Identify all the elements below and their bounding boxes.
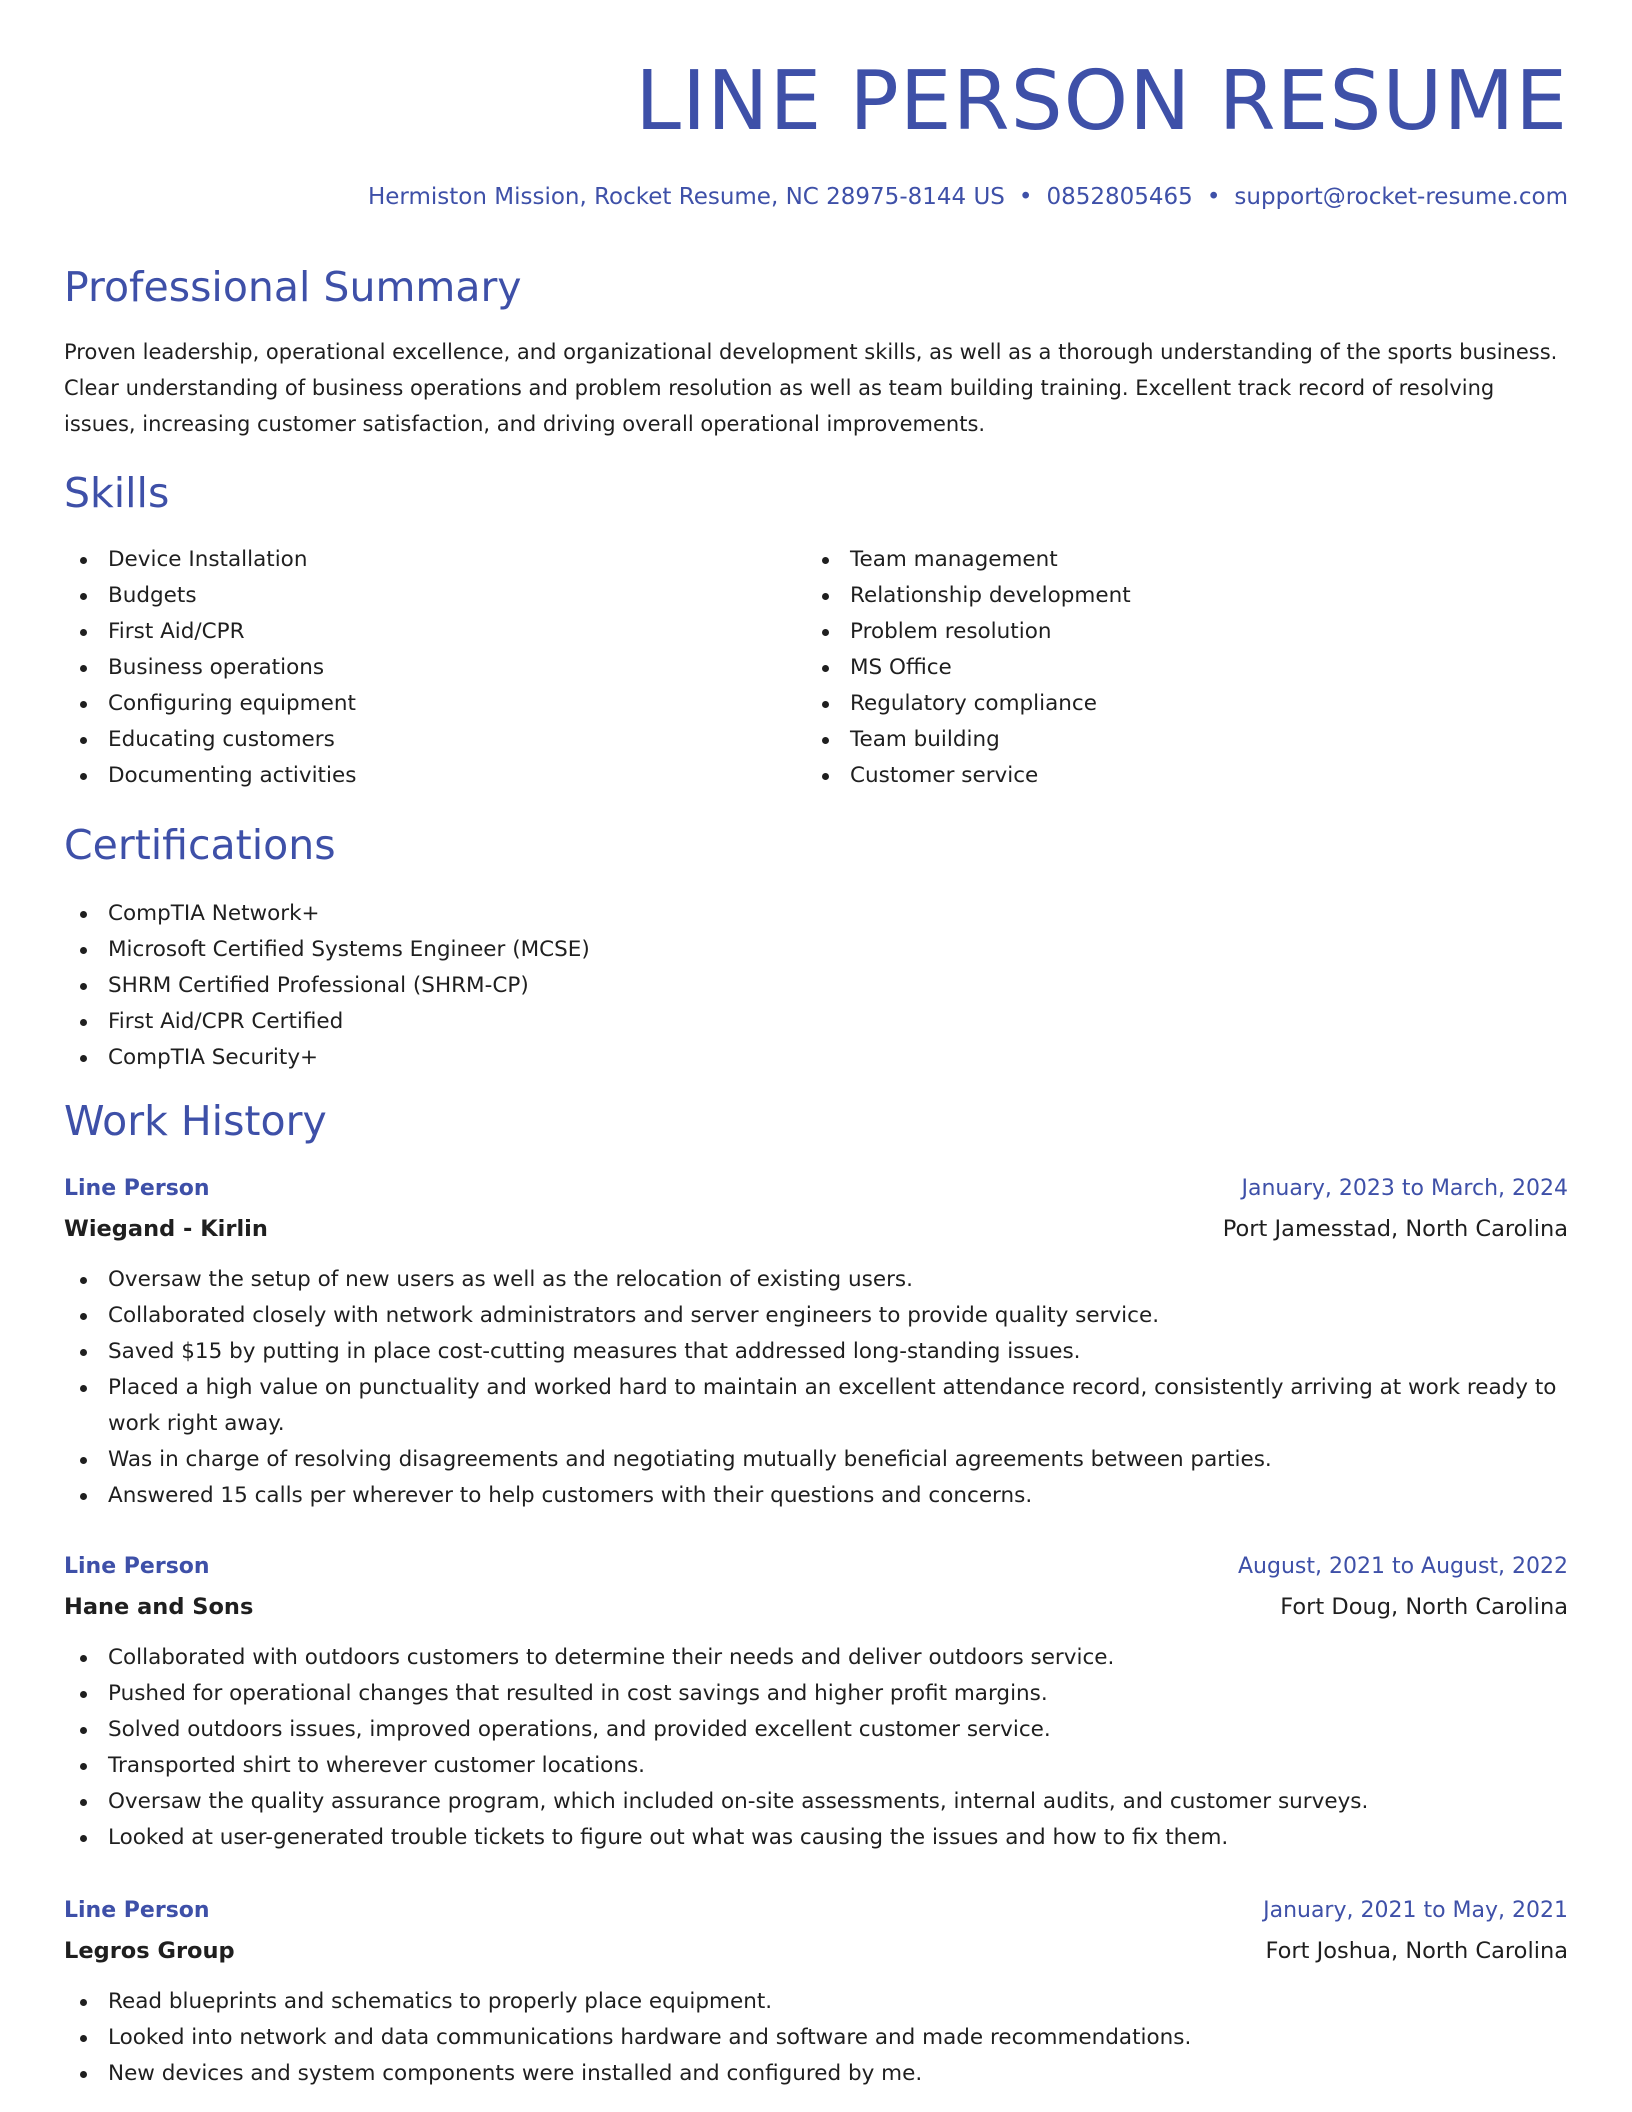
work-history-heading: Work History (64, 1097, 327, 1145)
bullet-dot-icon (80, 1349, 87, 1356)
list-item (806, 578, 1506, 614)
bullet-dot-icon (80, 737, 87, 744)
list-item-text: Oversaw the setup of new users as well as the relocation of existing users. (108, 1267, 913, 1292)
job-bullet-list (64, 1262, 1568, 1514)
bullet-dot-icon (80, 1835, 87, 1842)
job-entry (64, 1170, 1568, 1514)
bullet-dot-icon (822, 629, 829, 636)
list-item (64, 1334, 1568, 1370)
job-entry (64, 1892, 1568, 2092)
list-item (64, 932, 1568, 968)
list-item-text: Collaborated closely with network administrators and server engineers to provide quality service. (108, 1303, 1160, 1328)
bullet-dot-icon (80, 701, 87, 708)
bullet-dot-icon (80, 1763, 87, 1770)
job-title: Line Person (64, 1554, 210, 1579)
list-item-text: Was in charge of resolving disagreements and negotiating mutually beneficial agreements between parties. (108, 1447, 1272, 1472)
bullet-dot-icon (80, 1313, 87, 1320)
list-item (64, 542, 764, 578)
contact-separator: • (1206, 184, 1221, 210)
bullet-dot-icon (80, 1727, 87, 1734)
job-bullet-list (64, 1984, 1568, 2092)
list-item-text: Business operations (108, 655, 325, 680)
bullet-dot-icon (80, 2035, 87, 2042)
job-location: Port Jamesstad, North Carolina (1222, 1216, 1568, 1242)
list-item-text: CompTIA Network+ (108, 901, 320, 926)
list-item (64, 2020, 1568, 2056)
contact-separator: • (1018, 184, 1033, 210)
list-item-text: Transported shirt to wherever customer locations. (108, 1753, 645, 1778)
list-item-text: SHRM Certified Professional (SHRM-CP) (108, 973, 529, 998)
list-item-text: Documenting activities (108, 763, 357, 788)
bullet-dot-icon (80, 1055, 87, 1062)
list-item (806, 758, 1506, 794)
list-item-text: MS Office (850, 655, 952, 680)
list-item (64, 1262, 1568, 1298)
list-item (64, 1984, 1568, 2020)
job-header-row (64, 1548, 1568, 1588)
bullet-dot-icon (822, 773, 829, 780)
summary-text: Proven leadership, operational excellence, and organizational development skills, as well as a thorough understanding of the sports business. Clear understanding of business operations and problem resolution as well as team building training. Excellent track record of resolving issues, increasing customer satisfaction, and driving overall operational improvements. (64, 340, 1558, 436)
contact-email[interactable]: support@rocket-resume.com (1234, 184, 1568, 210)
list-item (806, 722, 1506, 758)
list-item-text: Relationship development (850, 583, 1131, 608)
contact-phone: 0852805465 (1046, 184, 1193, 210)
certifications-block (64, 896, 1568, 1076)
job-header-row (64, 1170, 1568, 1210)
bullet-dot-icon (822, 593, 829, 600)
job-company-row (64, 1932, 1568, 1972)
bullet-dot-icon (80, 557, 87, 564)
bullet-dot-icon (80, 1655, 87, 1662)
bullet-dot-icon (80, 593, 87, 600)
list-item-text: Solved outdoors issues, improved operations, and provided excellent customer service. (108, 1717, 1051, 1742)
bullet-dot-icon (80, 773, 87, 780)
job-dates: January, 2023 to March, 2024 (1241, 1176, 1568, 1201)
skills-list-right (806, 542, 1506, 794)
skills-list-left (64, 542, 764, 794)
bullet-dot-icon (822, 737, 829, 744)
list-item-text: Device Installation (108, 547, 308, 572)
list-item-text: Educating customers (108, 727, 335, 752)
list-item-text: Looked at user-generated trouble tickets to figure out what was causing the issues and how to fix them. (108, 1825, 1229, 1850)
list-item-text: CompTIA Security+ (108, 1045, 319, 1070)
contact-line (368, 180, 1568, 214)
bullet-dot-icon (80, 1019, 87, 1026)
bullet-dot-icon (80, 1999, 87, 2006)
list-item-text: Customer service (850, 763, 1039, 788)
list-item-text: Saved $15 by putting in place cost-cutting measures that addressed long-standing issues. (108, 1339, 1081, 1364)
job-title: Line Person (64, 1176, 210, 1201)
list-item (64, 686, 764, 722)
list-item (64, 1676, 1568, 1712)
list-item-text: Oversaw the quality assurance program, which included on-site assessments, internal audits, and customer surveys. (108, 1789, 1369, 1814)
list-item (64, 1748, 1568, 1784)
job-location: Fort Doug, North Carolina (1280, 1594, 1568, 1620)
skills-heading: Skills (64, 469, 170, 517)
bullet-dot-icon (80, 983, 87, 990)
bullet-dot-icon (80, 665, 87, 672)
list-item (64, 650, 764, 686)
list-item (806, 614, 1506, 650)
list-item (64, 1040, 1568, 1076)
summary-heading: Professional Summary (64, 263, 522, 311)
list-item (64, 1478, 1568, 1514)
contact-address: Hermiston Mission, Rocket Resume, NC 28975-8144 US (367, 184, 1005, 210)
list-item-text: Budgets (108, 583, 197, 608)
list-item-text: Team building (850, 727, 1000, 752)
job-dates: January, 2021 to May, 2021 (1263, 1898, 1568, 1923)
job-company-row (64, 1210, 1568, 1250)
list-item-text: Answered 15 calls per wherever to help customers with their questions and concerns. (108, 1483, 1033, 1508)
list-item (64, 758, 764, 794)
list-item-text: New devices and system components were installed and configured by me. (108, 2061, 923, 2086)
bullet-dot-icon (80, 911, 87, 918)
job-company: Wiegand - Kirlin (64, 1216, 268, 1242)
bullet-dot-icon (80, 2071, 87, 2078)
list-item-text: Team management (850, 547, 1058, 572)
list-item-text: Pushed for operational changes that resulted in cost savings and higher profit margins. (108, 1681, 1048, 1706)
bullet-dot-icon (80, 1457, 87, 1464)
list-item (64, 1784, 1568, 1820)
list-item (64, 968, 1568, 1004)
skills-column-right (806, 542, 1506, 794)
list-item (806, 686, 1506, 722)
list-item (806, 542, 1506, 578)
job-company-row (64, 1588, 1568, 1628)
list-item (64, 1298, 1568, 1334)
bullet-dot-icon (80, 629, 87, 636)
bullet-dot-icon (822, 557, 829, 564)
job-location: Fort Joshua, North Carolina (1265, 1938, 1568, 1964)
job-company: Hane and Sons (64, 1594, 254, 1620)
list-item-text: Regulatory compliance (850, 691, 1097, 716)
list-item (64, 722, 764, 758)
bullet-dot-icon (80, 1385, 87, 1392)
list-item-text: Collaborated with outdoors customers to determine their needs and deliver outdoors service. (108, 1645, 1115, 1670)
job-entry (64, 1548, 1568, 1856)
list-item-text: First Aid/CPR Certified (108, 1009, 344, 1034)
list-item (64, 1442, 1568, 1478)
certifications-heading: Certifications (64, 821, 336, 869)
list-item (64, 1004, 1568, 1040)
list-item (64, 2056, 1568, 2092)
bullet-dot-icon (80, 947, 87, 954)
certifications-list (64, 896, 1568, 1076)
list-item (64, 578, 764, 614)
job-title: Line Person (64, 1898, 210, 1923)
list-item (806, 650, 1506, 686)
job-dates: August, 2021 to August, 2022 (1238, 1554, 1568, 1579)
bullet-dot-icon (80, 1277, 87, 1284)
list-item (64, 1370, 1568, 1442)
skills-column-left (64, 542, 764, 794)
list-item-text: Problem resolution (850, 619, 1052, 644)
resume-title: LINE PERSON RESUME (635, 54, 1568, 149)
list-item (64, 1820, 1568, 1856)
list-item (64, 896, 1568, 932)
bullet-dot-icon (80, 1691, 87, 1698)
list-item (64, 1640, 1568, 1676)
list-item-text: Looked into network and data communications hardware and software and made recommendations. (108, 2025, 1192, 2050)
list-item (64, 1712, 1568, 1748)
list-item-text: Read blueprints and schematics to properly place equipment. (108, 1989, 773, 2014)
job-header-row (64, 1892, 1568, 1932)
job-bullet-list (64, 1640, 1568, 1856)
list-item-text: First Aid/CPR (108, 619, 245, 644)
bullet-dot-icon (822, 701, 829, 708)
list-item (64, 614, 764, 650)
bullet-dot-icon (80, 1493, 87, 1500)
bullet-dot-icon (822, 665, 829, 672)
list-item-text: Configuring equipment (108, 691, 356, 716)
bullet-dot-icon (80, 1799, 87, 1806)
job-company: Legros Group (64, 1938, 235, 1964)
list-item-text: Placed a high value on punctuality and worked hard to maintain an excellent attendance record, consistently arriving at work ready to work right away. (108, 1375, 1557, 1436)
list-item-text: Microsoft Certified Systems Engineer (MCSE) (108, 937, 590, 962)
